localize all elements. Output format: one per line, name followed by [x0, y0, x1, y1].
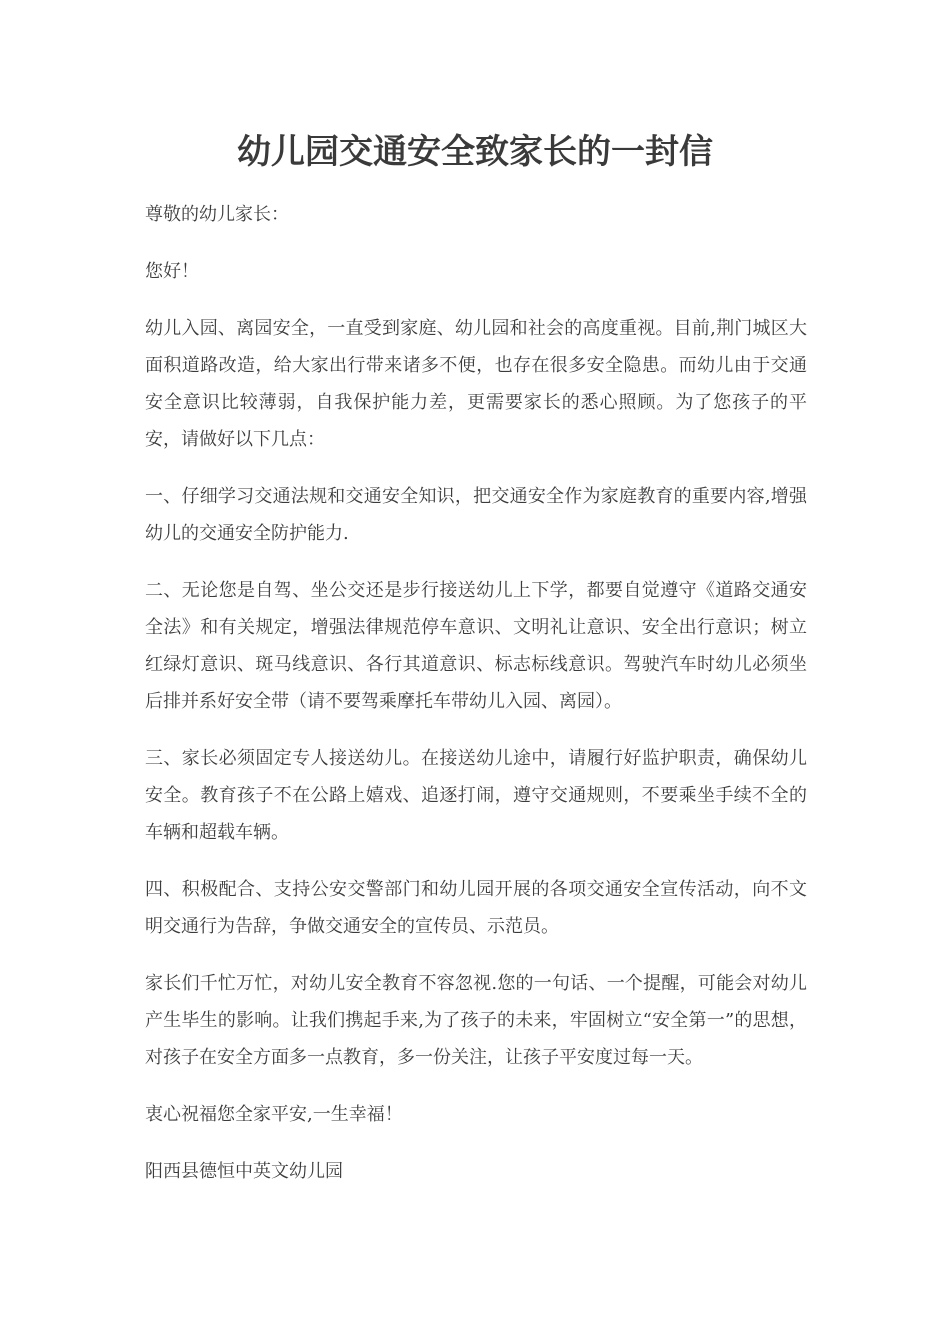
paragraph-point-3: 三、家长必须固定专人接送幼儿。在接送幼儿途中，请履行好监护职责，确保幼儿安全。教育孩子不在公路上嬉戏、追逐打闹，遵守交通规则，不要乘坐手续不全的车辆和超载车辆。: [145, 748, 807, 843]
paragraph-intro: 幼儿入园、离园安全，一直受到家庭、幼儿园和社会的高度重视。目前,荆门城区大面积道路改造，给大家出行带来诸多不便，也存在很多安全隐患。而幼儿由于交通安全意识比较薄弱，自我保护能力差，更需要家长的悉心照顾。为了您孩子的平安，请做好以下几点：: [145, 318, 807, 450]
paragraph-point-1: 一、仔细学习交通法规和交通安全知识，把交通安全作为家庭教育的重要内容,增强幼儿的交通安全防护能力.: [145, 486, 807, 544]
document-title: 幼儿园交通安全致家长的一封信: [237, 132, 713, 172]
paragraph-conclusion: 家长们千忙万忙，对幼儿安全教育不容忽视.您的一句话、一个提醒，可能会对幼儿产生毕生的影响。让我们携起手来,为了孩子的未来，牢固树立“安全第一”的思想，对孩子在安全方面多一点教育，多一份关注，让孩子平安度过每一天。: [145, 973, 807, 1068]
paragraph-point-4: 四、积极配合、支持公安交警部门和幼儿园开展的各项交通安全宣传活动，向不文明交通行为告辞，争做交通安全的宣传员、示范员。: [145, 879, 807, 937]
salutation: 尊敬的幼儿家长：: [145, 204, 289, 225]
closing-wish: 衷心祝福您全家平安,一生幸福！: [145, 1104, 403, 1125]
letter-body: [145, 196, 807, 1210]
signature: 阳西县德恒中英文幼儿园: [145, 1161, 343, 1182]
greeting: 您好！: [145, 261, 199, 282]
paragraph-point-2: 二、无论您是自驾、坐公交还是步行接送幼儿上下学，都要自觉遵守《道路交通安全法》和有关规定，增强法律规范停车意识、文明礼让意识、安全出行意识；树立红绿灯意识、斑马线意识、各行其道意识、标志标线意识。驾驶汽车时幼儿必须坐后排并系好安全带（请不要驾乘摩托车带幼儿入园、离园）。: [145, 580, 807, 712]
